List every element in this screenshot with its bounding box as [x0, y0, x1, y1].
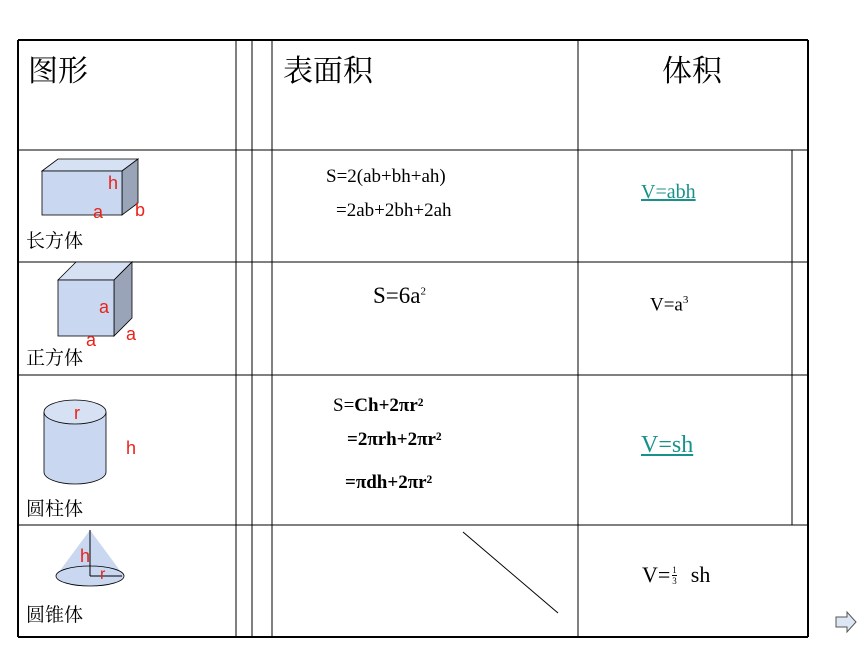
cuboid-label-b: b — [135, 200, 146, 220]
cuboid-label-a: a — [93, 202, 104, 222]
cylinder-name: 圆柱体 — [26, 498, 84, 520]
cube-volume-formula: $V=a^3$ — [650, 294, 689, 316]
cube-surface-formula: $S=6a^2$ — [373, 283, 426, 308]
cylinder-volume-link[interactable]: V=sh — [641, 432, 694, 458]
cone-shape-icon — [52, 528, 132, 592]
cube-label-a-1: a — [99, 297, 110, 317]
header-shape: 图形 — [28, 54, 88, 89]
cube-name: 正方体 — [26, 347, 84, 369]
cylinder-label-r: r — [74, 403, 80, 423]
cube-label-a-2: a — [86, 330, 97, 350]
cone-name: 圆锥体 — [26, 604, 84, 626]
cuboid-surface-line-1: S=2(ab+bh+ah) — [326, 166, 446, 187]
cuboid-label-h: h — [108, 173, 119, 193]
cuboid-name: 长方体 — [26, 230, 84, 252]
right-arrow-icon[interactable] — [834, 610, 858, 634]
cylinder-surface-line-3: =πdh+2πr² — [345, 472, 433, 493]
cone-label-h: h — [80, 546, 91, 566]
cuboid-surface-line-2: =2ab+2bh+2ah — [336, 200, 452, 221]
cone-volume-formula: V= $\frac{1}{3}$ sh — [642, 562, 711, 587]
header-volume: 体积 — [662, 54, 722, 89]
cone-label-r: r — [100, 566, 106, 583]
cylinder-label-h: h — [126, 438, 137, 458]
header-surface-area: 表面积 — [283, 54, 373, 89]
cube-label-a-3: a — [126, 324, 137, 344]
cuboid-volume-link[interactable]: V=abh — [641, 181, 696, 203]
cylinder-surface-line-1: S=Ch+2πr² — [333, 395, 424, 416]
cylinder-surface-line-2: =2πrh+2πr² — [347, 429, 442, 450]
